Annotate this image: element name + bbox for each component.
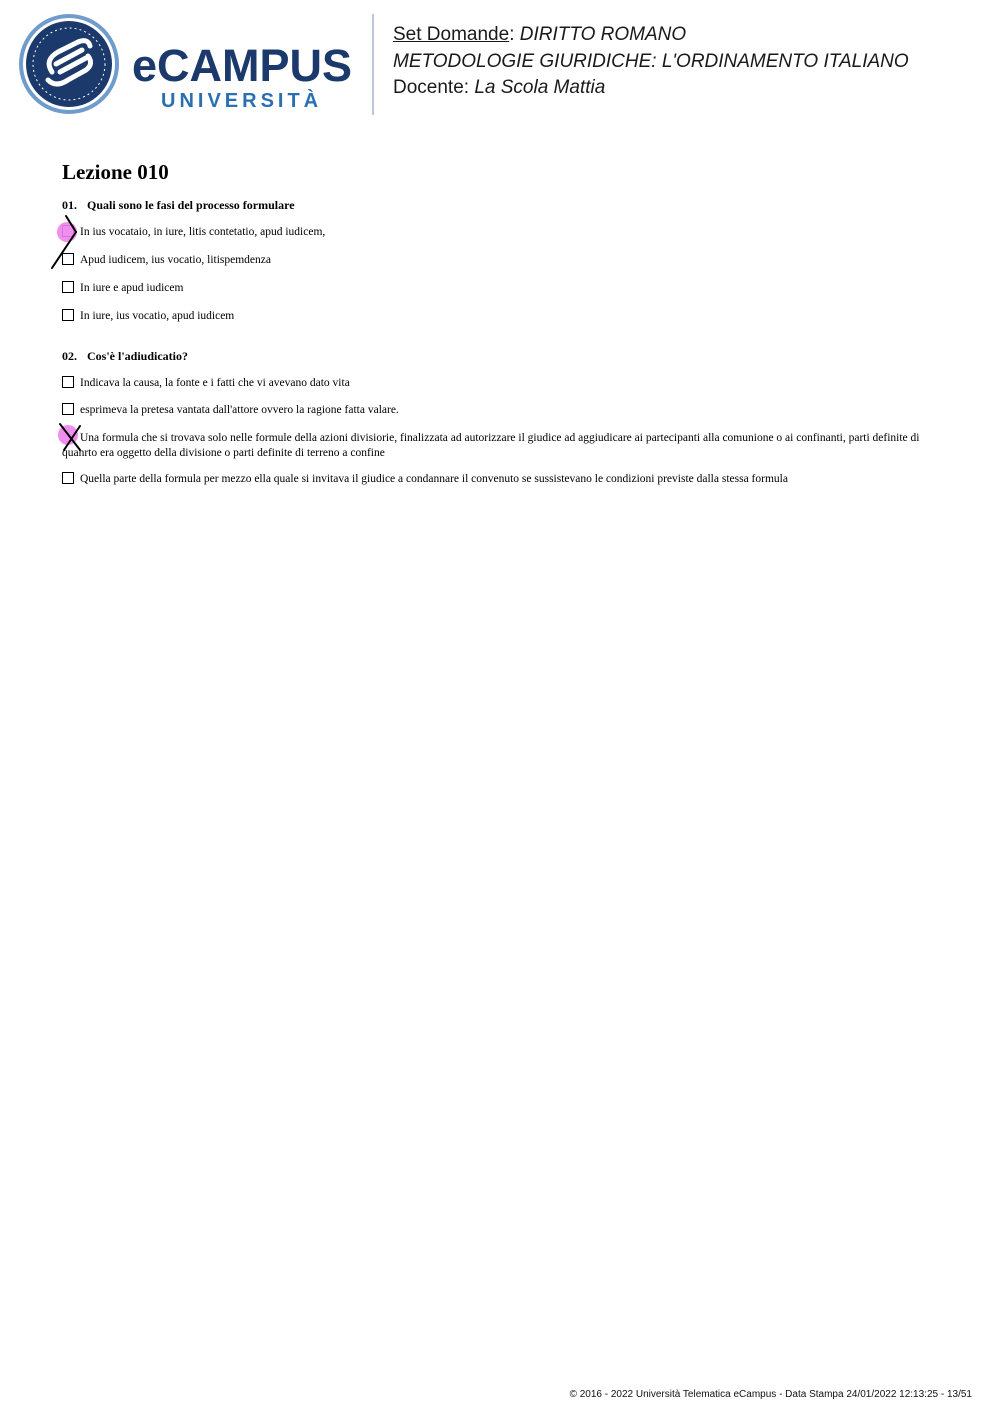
question-text: Cos'è l'adiudicatio? (87, 349, 189, 363)
answer-text: In ius vocataio, in iure, litis contetatio, apud iudicem, (80, 226, 326, 238)
answer-text: In iure, ius vocatio, apud iudicem (80, 310, 235, 322)
answer-checkbox[interactable] (62, 403, 74, 415)
page-footer: © 2016 - 2022 Università Telematica eCampus - Data Stampa 24/01/2022 12:13:25 - 13/51 (569, 1389, 972, 1400)
highlight-mark-icon (58, 425, 78, 445)
logo-text-main: eCAMPUS (132, 40, 353, 91)
answer-text: Indicava la causa, la fonte e i fatti che vi avevano dato vita (80, 377, 350, 389)
answer-1-1[interactable] (62, 225, 942, 240)
question-2 (62, 349, 188, 364)
header-divider (372, 14, 374, 115)
highlight-mark-icon (57, 222, 77, 242)
answer-checkbox[interactable] (62, 309, 74, 321)
teacher-name: La Scola Mattia (474, 77, 606, 98)
header-info (393, 22, 909, 102)
answer-checkbox[interactable] (62, 472, 74, 484)
answer-2-2[interactable] (62, 403, 942, 418)
answer-text: Quella parte della formula per mezzo ella quale si invitava il giudice a condannare il convenuto se sussistevano le condizioni previste dalla stessa formula (80, 473, 788, 485)
answer-2-3[interactable] (62, 431, 942, 461)
answer-1-4[interactable] (62, 309, 942, 324)
logo-text-sub: UNIVERSITÀ (161, 90, 323, 112)
answer-1-3[interactable] (62, 281, 942, 296)
set-line (393, 22, 909, 49)
answer-2-4[interactable] (62, 472, 942, 487)
answer-text: In iure e apud iudicem (80, 282, 184, 294)
question-text: Quali sono le fasi del processo formulare (87, 198, 295, 212)
ecampus-seal-icon (14, 14, 359, 118)
answer-text: esprimeva la pretesa vantata dall'attore ovvero la ragione fatta valare. (80, 404, 399, 416)
subject-name: DIRITTO ROMANO (519, 24, 687, 45)
set-label: Set Domande (393, 24, 510, 45)
answer-checkbox[interactable] (62, 281, 74, 293)
answer-1-2[interactable] (62, 253, 942, 268)
answer-2-1[interactable] (62, 376, 942, 391)
answer-checkbox[interactable] (62, 253, 74, 265)
lesson-title: Lezione 010 (62, 160, 169, 184)
answer-checkbox[interactable] (62, 376, 74, 388)
teacher-label: Docente: (393, 77, 475, 98)
question-1 (62, 198, 295, 213)
answer-text: Apud iudicem, ius vocatio, litispemdenza (80, 254, 271, 266)
answer-text: Una formula che si trovava solo nelle formule della azioni divisiorie, finalizzata ad autorizzare il giudice ad aggiudicare ai partecipanti alla comunione o ai confinanti, parti definite di quanrto era oggetto della divisione o parti definite di terreno a confine (62, 432, 920, 459)
teacher-line (393, 75, 909, 102)
ecampus-logo (14, 14, 359, 118)
course-name: METODOLOGIE GIURIDICHE: L'ORDINAMENTO ITALIANO (393, 50, 909, 72)
question-number: 01. (62, 198, 77, 212)
question-number: 02. (62, 349, 77, 363)
set-sep: : (509, 24, 520, 45)
